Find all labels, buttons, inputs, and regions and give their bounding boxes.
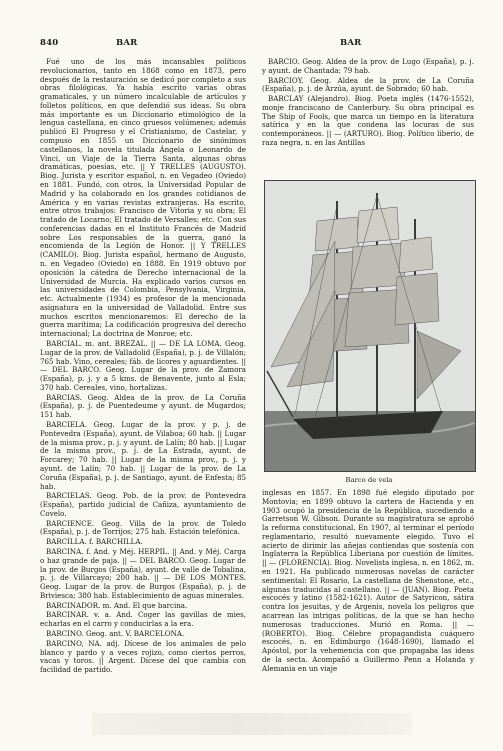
entry-barclay: BARCLAY (Alejandro). Biog. Poeta inglés (1476-1552), monje franciscano de Canterbury. Su obra principal es The Ship of Fools, que marca un tiempo en la literatura satírica y en la que condena las locuras de sus contemporáneos. || — (ARTURO). Biog. Político liberio, de raza negra, n. en las Antillas [262,94,474,148]
page-bottom-shadow [92,713,412,735]
sailing-ship-illustration [265,181,475,471]
entry-barcio: BARCIO. Geog. Aldea de la prov. de Lugo (España), p. j. y ayunt. de Chantada; 79 hab. [262,57,474,75]
entry-barcielas: BARCIELAS. Geog. Pob. de la prov. de Pontevedra (España), partido judicial de Cañiza, ayuntamiento de Covelo. [40,491,246,518]
right-column-top [262,58,474,148]
entry-barcinador: BARCINADOR. m. And. El que barcina. [46,600,188,610]
left-header-title: BAR [116,38,138,48]
right-header-title: BAR [340,38,362,48]
entry-barcinar: BARCINAR. v. a. And. Coger las gavillas de mies, echarlas en el carro y conducirlas a la era. [40,610,246,629]
entry-barcino-geog: BARCINO. Geog. ant. V. BARCELONA. [46,629,185,638]
entry-barcience: BARCIENCE. Geog. Villa de la prov. de Toledo (España), p. j. de Torrijos; 275 hab. Estación telefónica. [40,518,246,537]
entry-barcia-continuation: Fué uno de los más incansables políticos revolucionarios, tanto en 1868 como en 1873, pero después de la restauración se dedicó por completo a sus obras filológicas. Ya había escrito varias obras gramaticales, y un número incalculable de artículos y folletos políticos, en que defendió sus ideas. Su obra más importante es un Diccionario etimológico de la lengua castellana, en cinco gruesos volúmenes; además publicó El Progreso y el Cristianismo, de Castelar, y compuso en 1855 un Diccionario de sinónimos castellanos, la novela titulada Ángela o Leonardo de Vinci, un Viaje de la Tierra Santa, algunas obras dramáticas, poesías, etc. || Y TRELLES (AUGUSTO). Biog. Jurista y escritor español, n. en Vegadeo (Oviedo) en 1881. Fundó, con otros, la Universidad Popular de Madrid y ha colaborado en los grandes cotidianos de América y en varias revistas extranjeras. Ha escrito, entre otros trabajos: Francisco de Vitoria y su obra; El tratado de Locarno; El tratado de Versalles; etc. Con sus conferencias dadas en el Instituto Francés de Madrid sobre Los responsables de la guerra, ganó la encomienda de la Legión de Honor. || Y TRELLES (CAMILO). Biog. Jurista español, hermano de Augusto, n. en Vegadeo (Oviedo) en 1888. En 1919 obtuvo por oposición la cátedra de Derecho internacional de la Universidad de Murcia. Ha explicado varios cursos en las universidades de Colombia, Pensylvania, Virginia, etc. Actualmente (1934) es profesor de la mencionada asignatura en la universidad de Valladolid. Entre sus muchos escritos mencionaremos: El derecho de la guerra marítima; La codificación progresiva del derecho internacional; La doctrina de Monroe; etc. [40,57,246,339]
left-column [40,58,246,675]
entry-barclay-continuation: inglesas en 1857. En 1898 fué elegido diputado por Montovia; en 1899 obtuvo la cartera de Hacienda y en 1903 ocupó la presidencia de la República, sucediendo a Garretson W. Gibson. Durante su magistratura se aprobó la reforma constitucional. En 1907, al terminar el período reglamentario, resultó nuevamente elegido. Tuvo el acierto de dirimir las añejas contiendas que sostenía con Inglaterra la República Liberiana por cuestión de límites. || — (FLORENCIA). Biog. Novelista inglesa, n. en 1862, m. en 1921. Ha publicado numerosas novelas de carácter sentimental: El Rosario, La castellana de Shenstone, etc., algunas traducidas al castellano. || — (JUAN). Biog. Poeta escocés y latino (1582-1621). Autor de Satyricon, sátira contra los jesuitas, y de Argenis, novela los peligros que acarrean las intrigas políticas, de la que se han hecho numerosas traducciones. Murió en Roma. || — (ROBERTO). Biog. Célebre propagandista cuáquero escocés, n. en Edimburgo (1648-1690), llamado el Apóstol, por la vehemencia con que propagaba las ideas de la secta. Acompañó a Guillermo Penn a Holanda y Alemania en un viaje [262,488,474,673]
page-number: 840 [40,38,59,48]
entry-barcioy: BARCIOY. Geog. Aldea de la prov. de La Coruña (España), p. j. de Arzúa, ayunt. de Sobrado; 60 hab. [262,75,474,94]
entry-barcino-adj: BARCINO, NA. adj. Dícese de los animales de pelo blanco y pardo y a veces rojizo, como ciertos perros, vacas y toros. || Argent. Dícese del que cambia con facilidad de partido. [40,638,246,675]
entry-barcilla: BARCILLA. f. BARCHILLA. [46,537,143,547]
sailing-ship-photo [264,180,476,472]
entry-barcias: BARCIAS. Geog. Aldea de la prov. de La Coruña (España), p. j. de Puentedeume y ayunt. de Mugardos; 151 hab. [40,392,246,420]
photo-caption: Barco de vela [345,476,393,484]
entry-barcial: BARCIAL. m. ant. BREZAL. || — DE LA LOMA. Geog. Lugar de la prov. de Valladolid (España), p. j. de Villalón; 765 hab. Vino, cereales; fáb. de licores y aguardientes. || — DEL BARCO. Geog. Lugar de la prov. de Zamora (España), p. j. y a 5 kms. de Benavente, junto al Esla; 370 hab. Cereales, vino, hortalizas. [40,339,246,392]
entry-barcina: BARCINA. f. And. y Méj. HERPIL. || And. y Méj. Carga o haz grande de paja. || — DEL BARCO. Geog. Lugar de la prov. de Burgos (España), ayunt. de valle de Tobalina, p. j. de Villarcayo; 200 hab. || — DE LOS MONTES. Geog. Lugar de la prov. de Burgos (España), p. j. de Briviesca; 380 hab. Establecimiento de aguas minerales. [40,546,246,600]
entry-barciela: BARCIELA. Geog. Lugar de la prov. y p. j. de Pontevedra (España), ayunt. de Vilaboa; 60 hab. || Lugar de la misma prov., p. j. y ayunt. de Lalín; 80 hab. || Lugar de la misma prov., p. j. de La Estrada, ayunt. de Forcarey; 70 hab. || Lugar de la misma prov., p. j. y ayunt. de Lalín; 70 hab. || Lugar de la prov. de La Coruña (España), p. j. de Santiago, ayunt. de Enfesta; 85 hab. [40,420,246,491]
right-column-bottom [262,489,474,673]
